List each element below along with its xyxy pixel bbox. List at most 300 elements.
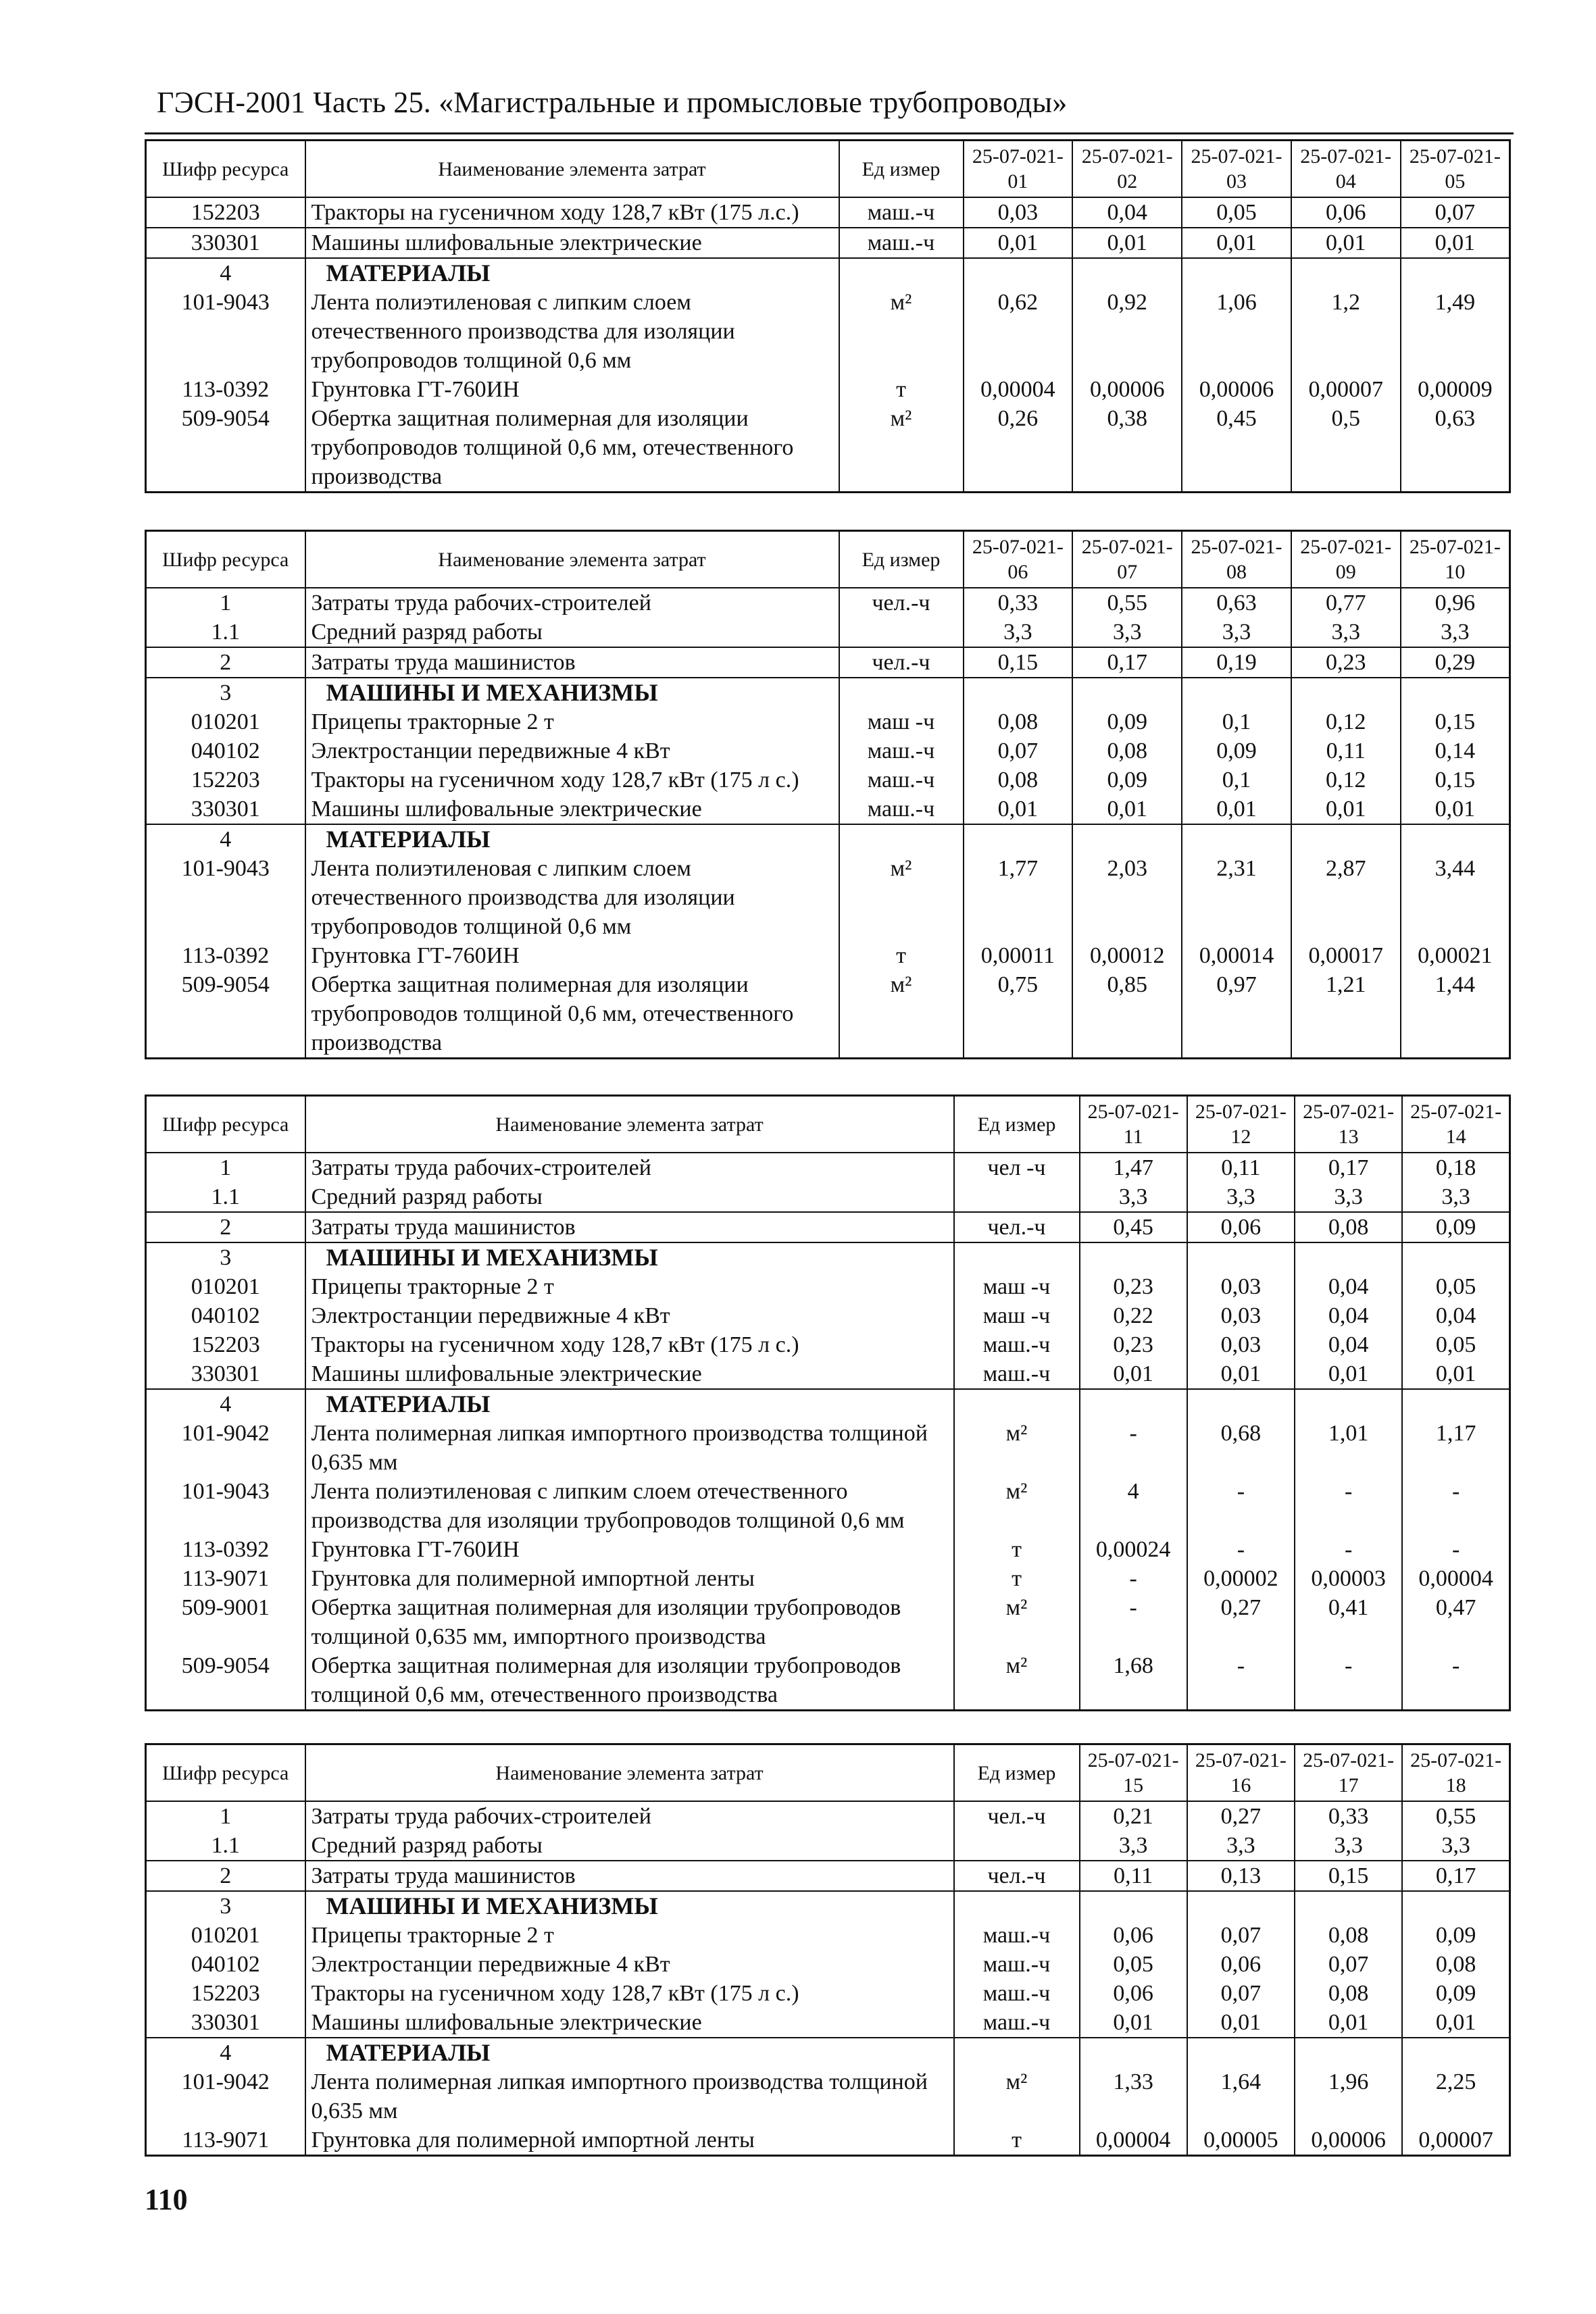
resource-table (145, 1095, 1511, 1711)
resource-code: 3 (146, 1242, 305, 1272)
norm-value: 3,3 (1072, 618, 1182, 647)
norm-value: 0,75 (964, 970, 1073, 1059)
norm-value: 0,17 (1402, 1861, 1510, 1891)
resource-code: 113-0392 (146, 375, 305, 404)
table-row (146, 2067, 1510, 2126)
norm-value: 4 (1080, 1477, 1187, 1535)
norm-value: 0,07 (1187, 1921, 1295, 1950)
norm-value: 0,01 (1080, 1359, 1187, 1389)
norm-value: 3,3 (1295, 1831, 1402, 1861)
norm-value: 0,00003 (1295, 1564, 1402, 1593)
table-row (146, 647, 1510, 678)
table-row (146, 1593, 1510, 1651)
table-row (146, 1272, 1510, 1301)
resource-name: Лента полиэтиленовая с липким слоем отечественного производства для изоляции трубопроводов толщиной 0,6 мм (305, 854, 839, 941)
page-header: ГЭСН-2001 Часть 25. «Магистральные и промысловые трубопроводы» (157, 86, 1068, 119)
resource-unit: м² (954, 1477, 1080, 1535)
norm-value: 2,31 (1182, 854, 1291, 941)
norm-value: 0,06 (1187, 1212, 1295, 1242)
norm-value: 1,01 (1295, 1419, 1402, 1477)
norm-value: 0,01 (1187, 1359, 1295, 1389)
table-row (146, 1921, 1510, 1950)
norm-value (1080, 2038, 1187, 2067)
header-norm-code: 25-07-021-14 (1402, 1096, 1510, 1153)
norm-value: 1,2 (1291, 288, 1401, 375)
norm-value: 0,00024 (1080, 1535, 1187, 1564)
resource-unit: м² (954, 1651, 1080, 1711)
resource-code: 1.1 (146, 1182, 305, 1212)
page-number: 110 (145, 2183, 188, 2216)
resource-name: Средний разряд работы (305, 618, 839, 647)
resource-code: 152203 (146, 197, 305, 228)
norm-value: 0,07 (1401, 197, 1510, 228)
norm-value: 0,13 (1187, 1861, 1295, 1891)
norm-value: 0,09 (1402, 1921, 1510, 1950)
norm-value: 0,00021 (1401, 941, 1510, 970)
norm-value: 0,07 (1295, 1950, 1402, 1979)
resource-unit (839, 824, 964, 854)
table-row (146, 228, 1510, 258)
norm-value: 0,47 (1402, 1593, 1510, 1651)
norm-value: 0,22 (1080, 1301, 1187, 1330)
resource-code: 113-9071 (146, 2126, 305, 2156)
resource-code: 330301 (146, 228, 305, 258)
resource-code: 101-9043 (146, 854, 305, 941)
table-row (146, 288, 1510, 375)
resource-unit: маш -ч (954, 1301, 1080, 1330)
resource-unit: чел.-ч (839, 588, 964, 618)
resource-name: Тракторы на гусеничном ходу 128,7 кВт (175 л с.) (305, 1330, 954, 1359)
norm-value (1402, 1389, 1510, 1419)
norm-value: 0,63 (1401, 404, 1510, 493)
resource-code: 2 (146, 1861, 305, 1891)
resource-code: 1 (146, 1801, 305, 1831)
norm-value (1187, 1891, 1295, 1921)
resource-name: Машины шлифовальные электрические (305, 795, 839, 824)
resource-unit: чел.-ч (839, 647, 964, 678)
table-row (146, 618, 1510, 647)
norm-value: 0,11 (1187, 1153, 1295, 1182)
norm-value: 0,00007 (1402, 2126, 1510, 2156)
resource-code: 152203 (146, 765, 305, 795)
resource-code: 010201 (146, 1921, 305, 1950)
norm-value: 0,92 (1072, 288, 1182, 375)
header-name: Наименование элемента затрат (305, 1096, 954, 1153)
header-code: Шифр ресурса (146, 1096, 305, 1153)
norm-value: 1,06 (1182, 288, 1291, 375)
norm-value: 0,15 (964, 647, 1073, 678)
header-norm-code: 25-07-021-06 (964, 531, 1073, 588)
resource-unit: маш.-ч (839, 736, 964, 765)
norm-value: 0,97 (1182, 970, 1291, 1059)
norm-value: - (1187, 1477, 1295, 1535)
resource-unit: маш.-ч (954, 1330, 1080, 1359)
norm-value: 0,62 (964, 288, 1073, 375)
norm-value: 0,00011 (964, 941, 1073, 970)
norm-value: 0,00012 (1072, 941, 1182, 970)
norm-value: 3,3 (1080, 1831, 1187, 1861)
norm-value (1187, 1242, 1295, 1272)
header-unit: Ед измер (839, 141, 964, 198)
norm-value (1401, 258, 1510, 288)
norm-value: 0,96 (1401, 588, 1510, 618)
norm-value: - (1080, 1419, 1187, 1477)
norm-value: 3,3 (1187, 1182, 1295, 1212)
resource-name: МАТЕРИАЛЫ (305, 2038, 954, 2067)
norm-value: 0,85 (1072, 970, 1182, 1059)
table-row (146, 1979, 1510, 2008)
section-row (146, 258, 1510, 288)
table-row (146, 2008, 1510, 2038)
norm-value: 3,3 (1182, 618, 1291, 647)
resource-name: Затраты труда рабочих-строителей (305, 1153, 954, 1182)
resource-code: 509-9054 (146, 404, 305, 493)
table-row (146, 1330, 1510, 1359)
norm-value: 0,03 (1187, 1301, 1295, 1330)
resource-unit: чел.-ч (954, 1801, 1080, 1831)
norm-value: 0,05 (1402, 1330, 1510, 1359)
norm-value: 0,45 (1080, 1212, 1187, 1242)
norm-value: 0,15 (1295, 1861, 1402, 1891)
resource-unit (954, 1389, 1080, 1419)
norm-value: 0,06 (1080, 1979, 1187, 2008)
norm-value: 0,00004 (964, 375, 1073, 404)
resource-unit: м² (954, 1419, 1080, 1477)
norm-value: 0,05 (1402, 1272, 1510, 1301)
resource-name: Грунтовка ГТ-760ИН (305, 1535, 954, 1564)
table-row (146, 1535, 1510, 1564)
norm-value: 3,3 (1187, 1831, 1295, 1861)
resource-code: 010201 (146, 1272, 305, 1301)
norm-value (1295, 1891, 1402, 1921)
resource-name: МАТЕРИАЛЫ (305, 824, 839, 854)
norm-value: 0,55 (1072, 588, 1182, 618)
resource-code: 101-9042 (146, 1419, 305, 1477)
table-row (146, 941, 1510, 970)
norm-value: 0,00014 (1182, 941, 1291, 970)
resource-code: 040102 (146, 1950, 305, 1979)
norm-value: - (1187, 1651, 1295, 1711)
norm-value: 1,44 (1401, 970, 1510, 1059)
resource-unit (954, 1242, 1080, 1272)
resource-unit: т (954, 1535, 1080, 1564)
table-row (146, 1564, 1510, 1593)
table-row (146, 1212, 1510, 1242)
resource-unit: маш.-ч (839, 765, 964, 795)
resource-code: 101-9043 (146, 1477, 305, 1535)
table-row (146, 1477, 1510, 1535)
norm-value: 0,1 (1182, 707, 1291, 736)
norm-value: 0,00004 (1080, 2126, 1187, 2156)
norm-value: - (1295, 1535, 1402, 1564)
header-norm-code: 25-07-021-07 (1072, 531, 1182, 588)
table-row (146, 1950, 1510, 1979)
norm-value: - (1295, 1651, 1402, 1711)
norm-value: 0,01 (1080, 2008, 1187, 2038)
resource-name: Затраты труда рабочих-строителей (305, 588, 839, 618)
norm-value: 0,01 (964, 795, 1073, 824)
norm-value: 3,3 (1291, 618, 1401, 647)
norm-value: 0,21 (1080, 1801, 1187, 1831)
resource-unit: м² (839, 288, 964, 375)
norm-value: 1,33 (1080, 2067, 1187, 2126)
norm-value: 3,3 (1080, 1182, 1187, 1212)
resource-unit: т (954, 1564, 1080, 1593)
norm-value: 1,49 (1401, 288, 1510, 375)
header-norm-code: 25-07-021-17 (1295, 1744, 1402, 1802)
norm-value: 0,63 (1182, 588, 1291, 618)
resource-table (145, 1743, 1511, 2157)
norm-value: 0,05 (1182, 197, 1291, 228)
norm-value (1402, 1242, 1510, 1272)
norm-value: 1,64 (1187, 2067, 1295, 2126)
resource-name: Обертка защитная полимерная для изоляции трубопроводов толщиной 0,635 мм, импортного производства (305, 1593, 954, 1651)
resource-code: 4 (146, 2038, 305, 2067)
resource-unit (839, 618, 964, 647)
resource-code: 010201 (146, 707, 305, 736)
header-norm-code: 25-07-021-16 (1187, 1744, 1295, 1802)
norm-value (1072, 824, 1182, 854)
norm-value: 0,12 (1291, 765, 1401, 795)
table-header-row (146, 141, 1510, 198)
resource-unit: маш.-ч (839, 197, 964, 228)
norm-value (1080, 1891, 1187, 1921)
norm-table-4 (145, 1743, 1511, 2157)
resource-name: Электростанции передвижные 4 кВт (305, 1301, 954, 1330)
resource-name: Обертка защитная полимерная для изоляции трубопроводов толщиной 0,6 мм, отечественного производства (305, 404, 839, 493)
norm-value: 0,27 (1187, 1801, 1295, 1831)
header-name: Наименование элемента затрат (305, 141, 839, 198)
resource-unit (839, 258, 964, 288)
norm-value: - (1187, 1535, 1295, 1564)
resource-code: 509-9054 (146, 1651, 305, 1711)
norm-value: 0,08 (964, 707, 1073, 736)
norm-table-1 (145, 139, 1511, 493)
resource-name: Тракторы на гусеничном ходу 128,7 кВт (175 л с.) (305, 765, 839, 795)
resource-unit: м² (839, 854, 964, 941)
table-row (146, 1301, 1510, 1330)
norm-value: 0,09 (1072, 765, 1182, 795)
resource-name: Затраты труда рабочих-строителей (305, 1801, 954, 1831)
norm-value (1291, 678, 1401, 707)
norm-value: 0,03 (1187, 1272, 1295, 1301)
resource-name: Лента полимерная липкая импортного производства толщиной 0,635 мм (305, 1419, 954, 1477)
norm-value: 0,77 (1291, 588, 1401, 618)
norm-value: 0,08 (1295, 1921, 1402, 1950)
header-norm-code: 25-07-021-12 (1187, 1096, 1295, 1153)
norm-value (964, 824, 1073, 854)
resource-code: 1 (146, 1153, 305, 1182)
norm-value: 0,45 (1182, 404, 1291, 493)
header-norm-code: 25-07-021-15 (1080, 1744, 1187, 1802)
section-row (146, 2038, 1510, 2067)
resource-unit: маш.-ч (954, 1921, 1080, 1950)
resource-code: 3 (146, 1891, 305, 1921)
norm-value: 0,00017 (1291, 941, 1401, 970)
norm-value: 3,3 (1402, 1182, 1510, 1212)
resource-code: 113-0392 (146, 941, 305, 970)
resource-unit: чел.-ч (954, 1861, 1080, 1891)
resource-unit (954, 1831, 1080, 1861)
header-norm-code: 25-07-021-11 (1080, 1096, 1187, 1153)
table-row (146, 375, 1510, 404)
norm-value: 1,47 (1080, 1153, 1187, 1182)
section-row (146, 824, 1510, 854)
norm-value: - (1402, 1651, 1510, 1711)
header-norm-code: 25-07-021-08 (1182, 531, 1291, 588)
norm-value: 0,01 (1401, 795, 1510, 824)
table-row (146, 854, 1510, 941)
norm-value (1072, 258, 1182, 288)
resource-name: Средний разряд работы (305, 1182, 954, 1212)
header-unit: Ед измер (954, 1744, 1080, 1802)
norm-value: 0,06 (1187, 1950, 1295, 1979)
norm-value (1080, 1389, 1187, 1419)
norm-value: 0,06 (1291, 197, 1401, 228)
table-row (146, 2126, 1510, 2156)
resource-unit: м² (839, 404, 964, 493)
resource-code: 1.1 (146, 618, 305, 647)
norm-value: 0,09 (1402, 1979, 1510, 2008)
resource-name: Затраты труда машинистов (305, 647, 839, 678)
norm-value: 0,00006 (1182, 375, 1291, 404)
norm-value (1187, 1389, 1295, 1419)
norm-value: 0,06 (1080, 1921, 1187, 1950)
norm-value: 3,3 (1401, 618, 1510, 647)
norm-value: 0,38 (1072, 404, 1182, 493)
norm-value (1187, 2038, 1295, 2067)
resource-code: 4 (146, 258, 305, 288)
resource-name: Лента полимерная липкая импортного производства толщиной 0,635 мм (305, 2067, 954, 2126)
norm-value: 3,44 (1401, 854, 1510, 941)
norm-value: 0,09 (1182, 736, 1291, 765)
resource-unit: маш -ч (839, 707, 964, 736)
resource-name: Лента полиэтиленовая с липким слоем отечественного производства для изоляции трубопроводов толщиной 0,6 мм (305, 1477, 954, 1535)
resource-unit: маш.-ч (954, 1979, 1080, 2008)
resource-table (145, 139, 1511, 493)
norm-value: 1,17 (1402, 1419, 1510, 1477)
norm-value (1182, 678, 1291, 707)
norm-value: - (1295, 1477, 1402, 1535)
norm-value: 0,04 (1295, 1330, 1402, 1359)
header-norm-code: 25-07-021-10 (1401, 531, 1510, 588)
norm-value: 0,08 (1295, 1212, 1402, 1242)
norm-value: 2,25 (1402, 2067, 1510, 2126)
table-row (146, 588, 1510, 618)
norm-value: 0,01 (1182, 228, 1291, 258)
norm-value: - (1402, 1535, 1510, 1564)
norm-value: 3,3 (964, 618, 1073, 647)
resource-code: 040102 (146, 1301, 305, 1330)
resource-name: Тракторы на гусеничном ходу 128,7 кВт (175 л.с.) (305, 197, 839, 228)
norm-value: 0,11 (1291, 736, 1401, 765)
norm-value: 2,87 (1291, 854, 1401, 941)
norm-value: 0,17 (1295, 1153, 1402, 1182)
norm-value: 0,68 (1187, 1419, 1295, 1477)
resource-unit: м² (954, 2067, 1080, 2126)
norm-value: 3,3 (1402, 1831, 1510, 1861)
norm-value: 0,26 (964, 404, 1073, 493)
norm-value: 0,00009 (1401, 375, 1510, 404)
section-row (146, 1242, 1510, 1272)
header-unit: Ед измер (839, 531, 964, 588)
norm-value: 0,5 (1291, 404, 1401, 493)
norm-value: 0,23 (1080, 1272, 1187, 1301)
resource-name: Машины шлифовальные электрические (305, 2008, 954, 2038)
norm-value: 0,15 (1401, 707, 1510, 736)
resource-code: 1.1 (146, 1831, 305, 1861)
resource-name: МАТЕРИАЛЫ (305, 258, 839, 288)
norm-value: 0,19 (1182, 647, 1291, 678)
resource-code: 2 (146, 1212, 305, 1242)
table-row (146, 1831, 1510, 1861)
resource-code: 330301 (146, 2008, 305, 2038)
norm-value: 0,1 (1182, 765, 1291, 795)
norm-value: 0,08 (1295, 1979, 1402, 2008)
header-norm-code: 25-07-021-13 (1295, 1096, 1402, 1153)
resource-name: Грунтовка ГТ-760ИН (305, 375, 839, 404)
norm-value: 0,01 (1402, 2008, 1510, 2038)
norm-value: 0,33 (964, 588, 1073, 618)
norm-value: 0,05 (1080, 1950, 1187, 1979)
resource-name: МАШИНЫ И МЕХАНИЗМЫ (305, 678, 839, 707)
resource-unit: чел -ч (954, 1153, 1080, 1182)
header-code: Шифр ресурса (146, 1744, 305, 1802)
resource-code: 4 (146, 1389, 305, 1419)
resource-name: Затраты труда машинистов (305, 1861, 954, 1891)
norm-table-3 (145, 1095, 1511, 1711)
resource-name: Затраты труда машинистов (305, 1212, 954, 1242)
norm-value: 0,04 (1402, 1301, 1510, 1330)
norm-value (1291, 258, 1401, 288)
norm-value (1080, 1242, 1187, 1272)
resource-name: МАШИНЫ И МЕХАНИЗМЫ (305, 1242, 954, 1272)
norm-value: - (1080, 1564, 1187, 1593)
table-row (146, 1359, 1510, 1389)
table-row (146, 1153, 1510, 1182)
norm-value: 0,18 (1402, 1153, 1510, 1182)
resource-name: Прицепы тракторные 2 т (305, 707, 839, 736)
norm-value: 0,09 (1072, 707, 1182, 736)
resource-code: 3 (146, 678, 305, 707)
resource-unit: маш.-ч (954, 1950, 1080, 1979)
header-rule (145, 132, 1514, 134)
norm-value: 0,01 (1295, 1359, 1402, 1389)
resource-code: 509-9054 (146, 970, 305, 1059)
norm-value: 0,03 (964, 197, 1073, 228)
table-row (146, 736, 1510, 765)
norm-value: 1,68 (1080, 1651, 1187, 1711)
resource-unit: т (839, 941, 964, 970)
header-unit: Ед измер (954, 1096, 1080, 1153)
norm-value: 0,04 (1072, 197, 1182, 228)
resource-name: МАТЕРИАЛЫ (305, 1389, 954, 1419)
resource-code: 152203 (146, 1330, 305, 1359)
resource-code: 330301 (146, 1359, 305, 1389)
resource-code: 113-0392 (146, 1535, 305, 1564)
norm-value: 0,04 (1295, 1272, 1402, 1301)
norm-value: 0,11 (1080, 1861, 1187, 1891)
norm-value (1402, 2038, 1510, 2067)
resource-unit (954, 2038, 1080, 2067)
table-row (146, 707, 1510, 736)
norm-value (1072, 678, 1182, 707)
table-row (146, 970, 1510, 1059)
norm-value: 0,08 (1072, 736, 1182, 765)
resource-name: Обертка защитная полимерная для изоляции трубопроводов толщиной 0,6 мм, отечественного производства (305, 1651, 954, 1711)
norm-value: 0,01 (1182, 795, 1291, 824)
norm-value: 0,04 (1295, 1301, 1402, 1330)
